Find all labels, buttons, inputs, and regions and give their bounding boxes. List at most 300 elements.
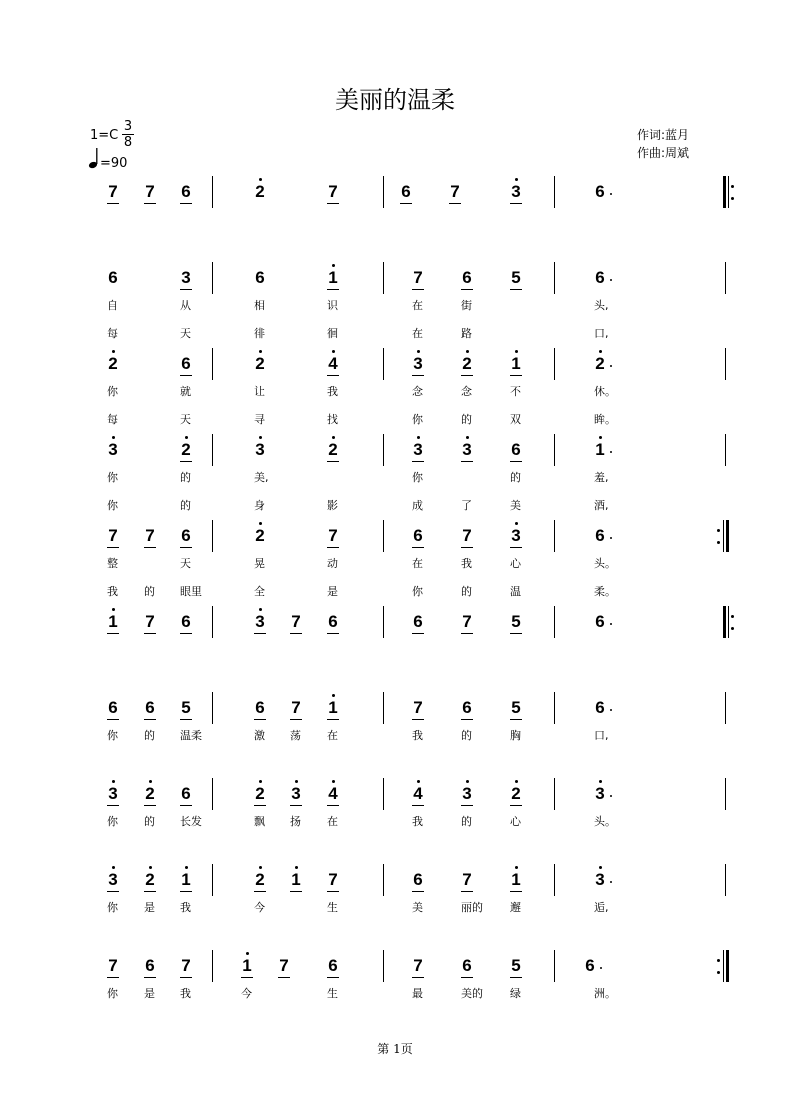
- repeat-end-thin-bar: [723, 950, 724, 982]
- note-digit: 5: [511, 698, 521, 717]
- note-digit: 7: [279, 956, 289, 975]
- note-digit: 2: [181, 440, 191, 459]
- lyric-syllable: 双: [510, 413, 521, 426]
- lyric-syllable: 心: [510, 815, 521, 828]
- lyric-syllable: 的: [144, 815, 155, 828]
- note: [588, 440, 612, 460]
- repeat-dot: [717, 541, 720, 544]
- note: [101, 526, 125, 546]
- barline: [725, 348, 726, 380]
- barline: [212, 864, 213, 896]
- key-signature: 1=C: [90, 128, 119, 143]
- lyric-syllable: 口,: [594, 327, 609, 340]
- note: [174, 698, 198, 718]
- barline: [212, 950, 213, 982]
- note: [321, 612, 345, 632]
- note-digit: 3: [108, 440, 118, 459]
- note-digit: 6: [595, 182, 605, 201]
- note-digit: 2: [595, 354, 605, 373]
- lyric-syllable: 让: [254, 385, 265, 398]
- note: [321, 268, 345, 288]
- repeat-dot: [717, 971, 720, 974]
- note-digit: 6: [462, 698, 472, 717]
- quarter-note-icon: [88, 147, 100, 169]
- barline: [383, 606, 384, 638]
- lyric-syllable: 温柔: [180, 729, 202, 742]
- note-digit: 7: [462, 870, 472, 889]
- lyric-syllable: 了: [461, 499, 472, 512]
- note-digit: 7: [328, 870, 338, 889]
- augmentation-dot: [610, 623, 612, 625]
- note-digit: 6: [595, 268, 605, 287]
- note-digit: 6: [181, 526, 191, 545]
- lyric-syllable: 天: [180, 327, 191, 340]
- note-digit: 6: [328, 956, 338, 975]
- note: [248, 870, 272, 890]
- lyric-syllable: 眸。: [594, 413, 616, 426]
- barline: [554, 864, 555, 896]
- note-digit: 6: [595, 698, 605, 717]
- lyric-syllable: 我: [412, 729, 423, 742]
- barline: [383, 434, 384, 466]
- lyric-syllable: 念: [412, 385, 423, 398]
- barline: [383, 176, 384, 208]
- note-digit: 6: [181, 784, 191, 803]
- note: [504, 182, 528, 202]
- lyric-syllable: 街: [461, 299, 472, 312]
- lyric-syllable: 你: [412, 585, 423, 598]
- note-digit: 1: [242, 956, 252, 975]
- note: [504, 784, 528, 804]
- note: [588, 784, 612, 804]
- note: [455, 870, 479, 890]
- note-digit: 1: [328, 268, 338, 287]
- lyric-syllable: 飘: [254, 815, 265, 828]
- lyric-syllable: 的: [144, 585, 155, 598]
- note-digit: 6: [595, 526, 605, 545]
- note: [101, 268, 125, 288]
- lyric-syllable: 在: [327, 815, 338, 828]
- augmentation-dot: [610, 365, 612, 367]
- lyric-syllable: 美的: [461, 987, 483, 1000]
- lyric-syllable: 影: [327, 499, 338, 512]
- note: [174, 956, 198, 976]
- note-digit: 4: [328, 354, 338, 373]
- note: [272, 956, 296, 976]
- lyric-syllable: 身: [254, 499, 265, 512]
- note: [406, 870, 430, 890]
- note-digit: 1: [595, 440, 605, 459]
- note-digit: 7: [413, 268, 423, 287]
- note: [174, 870, 198, 890]
- note-digit: 3: [413, 440, 423, 459]
- lyric-syllable: 你: [107, 815, 118, 828]
- lyric-syllable: 的: [510, 471, 521, 484]
- note: [578, 956, 602, 976]
- note: [406, 526, 430, 546]
- lyric-syllable: 的: [180, 499, 191, 512]
- lyric-syllable: 你: [107, 987, 118, 1000]
- lyric-syllable: 逅,: [594, 901, 609, 914]
- repeat-end-thick-bar: [726, 950, 729, 982]
- note: [455, 612, 479, 632]
- lyric-syllable: 是: [327, 585, 338, 598]
- barline: [725, 778, 726, 810]
- lyric-syllable: 就: [180, 385, 191, 398]
- note: [321, 440, 345, 460]
- note-digit: 5: [181, 698, 191, 717]
- lyric-syllable: 在: [412, 299, 423, 312]
- repeat-start-thick-bar: [723, 606, 726, 638]
- barline: [554, 262, 555, 294]
- note-digit: 6: [413, 526, 423, 545]
- tempo-marking: =90: [100, 156, 128, 171]
- note: [248, 698, 272, 718]
- note: [406, 956, 430, 976]
- note-digit: 3: [595, 870, 605, 889]
- note: [504, 526, 528, 546]
- augmentation-dot: [610, 193, 612, 195]
- note-digit: 5: [511, 268, 521, 287]
- repeat-start-thick-bar: [723, 176, 726, 208]
- score-row: [0, 440, 790, 512]
- barline: [212, 262, 213, 294]
- score-row: [0, 784, 790, 828]
- note-digit: 6: [255, 698, 265, 717]
- score-row: [0, 612, 790, 652]
- note: [284, 784, 308, 804]
- note: [455, 268, 479, 288]
- lyric-syllable: 头。: [594, 815, 616, 828]
- repeat-dot: [731, 615, 734, 618]
- lyric-syllable: 美,: [254, 471, 269, 484]
- lyric-syllable: 晃: [254, 557, 265, 570]
- note-digit: 6: [511, 440, 521, 459]
- note-digit: 2: [145, 784, 155, 803]
- note-digit: 6: [181, 182, 191, 201]
- note: [101, 354, 125, 374]
- lyric-syllable: 扬: [290, 815, 301, 828]
- time-signature: [122, 120, 134, 149]
- note-digit: 3: [511, 526, 521, 545]
- note: [138, 182, 162, 202]
- note-digit: 6: [413, 870, 423, 889]
- note-digit: 6: [401, 182, 411, 201]
- note-digit: 6: [462, 268, 472, 287]
- note-digit: 7: [181, 956, 191, 975]
- lyric-syllable: 找: [327, 413, 338, 426]
- note: [138, 870, 162, 890]
- repeat-start-thin-bar: [728, 606, 729, 638]
- lyric-syllable: 今: [241, 987, 252, 1000]
- note: [588, 612, 612, 632]
- note-digit: 7: [145, 612, 155, 631]
- lyric-syllable: 是: [144, 987, 155, 1000]
- lyric-syllable: 寻: [254, 413, 265, 426]
- note-digit: 6: [328, 612, 338, 631]
- lyric-syllable: 洲。: [594, 987, 616, 1000]
- note: [248, 182, 272, 202]
- note: [174, 440, 198, 460]
- note-digit: 3: [291, 784, 301, 803]
- note: [443, 182, 467, 202]
- augmentation-dot: [610, 451, 612, 453]
- note-digit: 1: [181, 870, 191, 889]
- page-number: 第 1页: [377, 1042, 413, 1056]
- note: [321, 870, 345, 890]
- note: [138, 956, 162, 976]
- note: [174, 784, 198, 804]
- lyric-syllable: 荡: [290, 729, 301, 742]
- note-digit: 3: [462, 440, 472, 459]
- note-digit: 7: [108, 182, 118, 201]
- note: [588, 698, 612, 718]
- lyric-syllable: 长发: [180, 815, 202, 828]
- note-digit: 7: [108, 526, 118, 545]
- score-row: [0, 354, 790, 426]
- note-digit: 6: [585, 956, 595, 975]
- lyric-syllable: 今: [254, 901, 265, 914]
- repeat-dot: [731, 197, 734, 200]
- note-digit: 6: [145, 956, 155, 975]
- note: [138, 526, 162, 546]
- note: [101, 698, 125, 718]
- note-digit: 1: [511, 870, 521, 889]
- note: [406, 784, 430, 804]
- note: [138, 698, 162, 718]
- note: [455, 956, 479, 976]
- note: [321, 698, 345, 718]
- lyric-syllable: 你: [412, 471, 423, 484]
- lyric-syllable: 你: [412, 413, 423, 426]
- note-digit: 2: [145, 870, 155, 889]
- barline: [383, 778, 384, 810]
- lyric-syllable: 我: [107, 585, 118, 598]
- barline: [725, 864, 726, 896]
- barline: [212, 348, 213, 380]
- lyric-syllable: 我: [412, 815, 423, 828]
- note: [284, 698, 308, 718]
- note-digit: 2: [255, 182, 265, 201]
- note: [321, 354, 345, 374]
- lyric-syllable: 酒,: [594, 499, 609, 512]
- lyric-syllable: 在: [412, 557, 423, 570]
- note: [248, 354, 272, 374]
- note: [588, 354, 612, 374]
- score-row: [0, 526, 790, 598]
- lyric-syllable: 邂: [510, 901, 521, 914]
- note: [174, 526, 198, 546]
- score-row: [0, 956, 790, 1000]
- note: [101, 612, 125, 632]
- barline: [725, 692, 726, 724]
- note-digit: 7: [291, 698, 301, 717]
- note: [174, 354, 198, 374]
- note-digit: 3: [413, 354, 423, 373]
- note: [406, 354, 430, 374]
- lyric-syllable: 激: [254, 729, 265, 742]
- note-digit: 2: [511, 784, 521, 803]
- note: [284, 612, 308, 632]
- note-digit: 2: [255, 870, 265, 889]
- barline: [212, 778, 213, 810]
- repeat-dot: [731, 627, 734, 630]
- lyric-syllable: 你: [107, 499, 118, 512]
- note: [235, 956, 259, 976]
- lyric-syllable: 我: [461, 557, 472, 570]
- note-digit: 7: [145, 182, 155, 201]
- barline: [725, 434, 726, 466]
- lyric-syllable: 丽的: [461, 901, 483, 914]
- note: [588, 268, 612, 288]
- note: [406, 440, 430, 460]
- note-digit: 3: [108, 870, 118, 889]
- lyric-syllable: 美: [510, 499, 521, 512]
- lyric-syllable: 我: [180, 987, 191, 1000]
- note-digit: 6: [413, 612, 423, 631]
- lyric-syllable: 生: [327, 987, 338, 1000]
- note-digit: 7: [328, 182, 338, 201]
- note: [504, 268, 528, 288]
- note-digit: 7: [413, 956, 423, 975]
- barline: [212, 520, 213, 552]
- note: [394, 182, 418, 202]
- note-digit: 4: [413, 784, 423, 803]
- lyric-syllable: 从: [180, 299, 191, 312]
- lyric-syllable: 的: [180, 471, 191, 484]
- score-row: [0, 698, 790, 742]
- repeat-dot: [731, 185, 734, 188]
- note-digit: 7: [462, 612, 472, 631]
- lyricist-credit: 作词:蓝月: [637, 128, 690, 142]
- note: [455, 354, 479, 374]
- note-digit: 3: [108, 784, 118, 803]
- note-digit: 5: [511, 956, 521, 975]
- augmentation-dot: [610, 795, 612, 797]
- note: [101, 956, 125, 976]
- note-digit: 5: [511, 612, 521, 631]
- note: [588, 870, 612, 890]
- note: [174, 182, 198, 202]
- note-digit: 6: [181, 354, 191, 373]
- note-digit: 3: [462, 784, 472, 803]
- credits: [637, 126, 689, 162]
- note-digit: 6: [108, 268, 118, 287]
- note: [248, 440, 272, 460]
- note-digit: 2: [255, 526, 265, 545]
- lyric-syllable: 是: [144, 901, 155, 914]
- note-digit: 3: [511, 182, 521, 201]
- lyric-syllable: 羞,: [594, 471, 609, 484]
- repeat-start-thin-bar: [728, 176, 729, 208]
- note: [284, 870, 308, 890]
- lyric-syllable: 心: [510, 557, 521, 570]
- lyric-syllable: 每: [107, 327, 118, 340]
- lyric-syllable: 柔。: [594, 585, 616, 598]
- lyric-syllable: 的: [461, 729, 472, 742]
- note-digit: 1: [328, 698, 338, 717]
- song-title: 美丽的温柔: [335, 86, 455, 114]
- lyric-syllable: 头。: [594, 557, 616, 570]
- lyric-syllable: 口,: [594, 729, 609, 742]
- barline: [383, 348, 384, 380]
- note-digit: 7: [450, 182, 460, 201]
- barline: [554, 692, 555, 724]
- lyric-syllable: 的: [461, 413, 472, 426]
- lyric-syllable: 路: [461, 327, 472, 340]
- lyric-syllable: 全: [254, 585, 265, 598]
- note-digit: 1: [108, 612, 118, 631]
- barline: [725, 262, 726, 294]
- barline: [554, 434, 555, 466]
- lyric-syllable: 的: [461, 585, 472, 598]
- lyric-syllable: 天: [180, 557, 191, 570]
- lyric-syllable: 天: [180, 413, 191, 426]
- lyric-syllable: 相: [254, 299, 265, 312]
- time-signature-bottom: 8: [123, 135, 133, 150]
- repeat-dot: [717, 959, 720, 962]
- lyric-syllable: 你: [107, 471, 118, 484]
- lyric-syllable: 的: [461, 815, 472, 828]
- note: [406, 268, 430, 288]
- score-row: [0, 268, 790, 340]
- lyric-syllable: 不: [510, 385, 521, 398]
- note: [455, 784, 479, 804]
- note: [101, 784, 125, 804]
- note: [504, 956, 528, 976]
- lyric-syllable: 在: [412, 327, 423, 340]
- note-digit: 6: [181, 612, 191, 631]
- note: [455, 698, 479, 718]
- note-digit: 2: [108, 354, 118, 373]
- barline: [554, 606, 555, 638]
- lyric-syllable: 绿: [510, 987, 521, 1000]
- note-digit: 3: [255, 612, 265, 631]
- note: [504, 870, 528, 890]
- note: [101, 440, 125, 460]
- note-digit: 2: [255, 784, 265, 803]
- lyric-syllable: 成: [412, 499, 423, 512]
- note-digit: 7: [291, 612, 301, 631]
- repeat-end-thin-bar: [723, 520, 724, 552]
- lyric-syllable: 识: [327, 299, 338, 312]
- note: [174, 268, 198, 288]
- note-digit: 1: [291, 870, 301, 889]
- augmentation-dot: [610, 279, 612, 281]
- barline: [212, 434, 213, 466]
- note-digit: 7: [108, 956, 118, 975]
- lyric-syllable: 我: [327, 385, 338, 398]
- note-digit: 6: [108, 698, 118, 717]
- lyric-syllable: 休。: [594, 385, 616, 398]
- lyric-syllable: 徘: [254, 327, 265, 340]
- lyric-syllable: 你: [107, 729, 118, 742]
- barline: [383, 950, 384, 982]
- note-digit: 3: [595, 784, 605, 803]
- barline: [212, 176, 213, 208]
- note: [101, 870, 125, 890]
- note-digit: 3: [255, 440, 265, 459]
- note-digit: 3: [181, 268, 191, 287]
- augmentation-dot: [610, 709, 612, 711]
- note-digit: 7: [145, 526, 155, 545]
- note: [248, 526, 272, 546]
- note: [321, 956, 345, 976]
- note: [406, 698, 430, 718]
- note: [504, 612, 528, 632]
- augmentation-dot: [610, 881, 612, 883]
- barline: [383, 692, 384, 724]
